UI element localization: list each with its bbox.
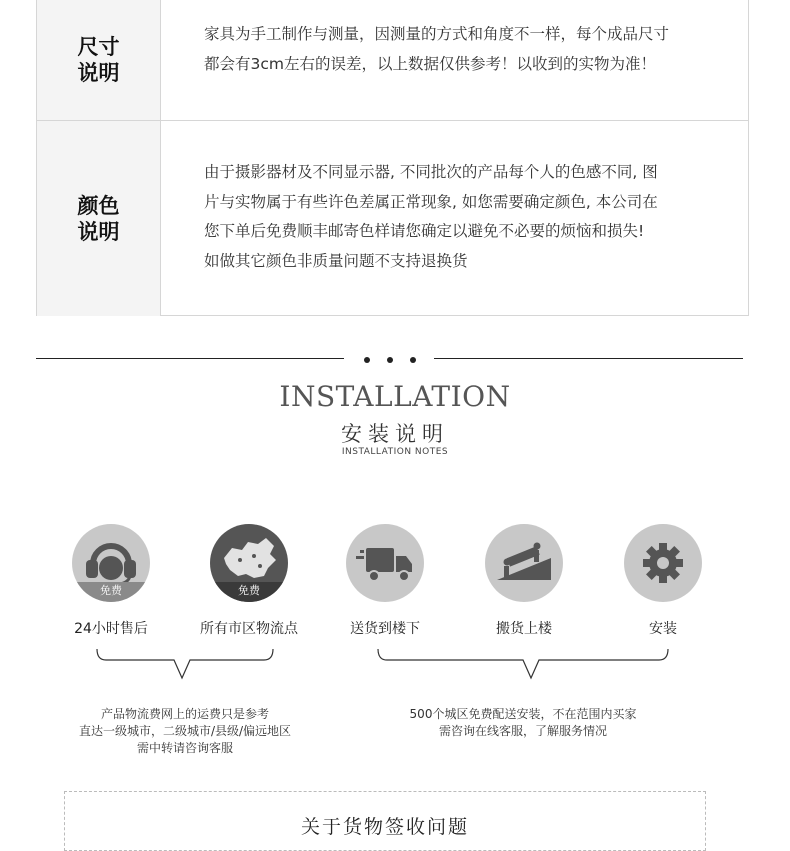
step-logistics-points: [210, 524, 288, 602]
step-label-delivery: 送货到楼下: [350, 621, 420, 637]
step-carry-upstairs: [485, 524, 563, 602]
receipt-info-title: 关于货物签收问题: [300, 816, 469, 838]
installation-service-note: [375, 706, 671, 740]
free-badge: 免费: [72, 582, 150, 602]
installation-title: INSTALLATION: [279, 380, 511, 413]
installation-notes-label: INSTALLATION NOTES: [341, 447, 449, 457]
divider-dot: [410, 357, 416, 363]
step-delivery: [346, 524, 424, 602]
note-line: 需咨询在线客服，了解服务情况: [438, 724, 607, 738]
free-badge: 免费: [210, 582, 288, 602]
color-info-row: [37, 121, 748, 316]
size-title-line2: 说明: [77, 61, 120, 85]
color-title-line1: 颜色: [77, 193, 120, 218]
divider-dot: [364, 357, 370, 363]
shipping-note: [50, 706, 320, 757]
divider-dot: [387, 357, 393, 363]
gear-icon: [624, 524, 702, 602]
color-info-header: [37, 121, 161, 316]
note-line: 500个城区免费配送安装，不在范围内买家: [409, 707, 637, 721]
size-info-text: [204, 20, 728, 79]
info-table: [36, 0, 749, 316]
size-text-line: 都会有3cm左右的误差，以上数据仅供参考！以收到的实物为准！: [204, 54, 656, 73]
note-line: 产品物流费网上的运费只是参考: [100, 707, 269, 721]
divider-line-right: [434, 358, 743, 359]
carry-upstairs-icon: [485, 524, 563, 602]
color-title-line2: 说明: [77, 219, 120, 244]
bracket-right: [377, 648, 669, 680]
size-info-header: [37, 0, 161, 120]
step-after-sales: [72, 524, 150, 602]
color-text-line: 由于摄影器材及不同显示器, 不同批次的产品每个人的色感不同, 图: [204, 163, 658, 181]
step-label-carry: 搬货上楼: [496, 621, 552, 637]
step-installation: [624, 524, 702, 602]
step-label-logistics: 所有市区物流点: [200, 621, 298, 637]
step-label-after-sales: 24小时售后: [74, 621, 148, 637]
installation-subtitle: 安装说明: [341, 422, 449, 446]
size-title-line1: 尺寸: [77, 35, 120, 59]
step-label-install: 安装: [649, 621, 677, 637]
color-text-line: 片与实物属于有些许色差属正常现象, 如您需要确定颜色, 本公司在: [204, 192, 658, 211]
color-info-text: [204, 158, 728, 276]
color-info-title: [75, 193, 123, 245]
color-text-line: 您下单后免费顺丰邮寄色样请您确定以避免不必要的烦恼和损失!: [204, 222, 645, 240]
divider-line-left: [36, 358, 344, 359]
size-info-row: [37, 0, 748, 121]
size-info-title: [75, 34, 123, 86]
note-line: 直达一级城市，二级城市/县级/偏远地区: [78, 724, 292, 738]
color-text-line: 如做其它颜色非质量问题不支持退换货: [204, 251, 468, 270]
delivery-truck-icon: [346, 524, 424, 602]
bracket-left: [96, 648, 274, 680]
note-line: 需中转请咨询客服: [136, 741, 233, 755]
size-text-line: 家具为手工制作与测量，因测量的方式和角度不一样，每个成品尺寸: [204, 25, 670, 43]
